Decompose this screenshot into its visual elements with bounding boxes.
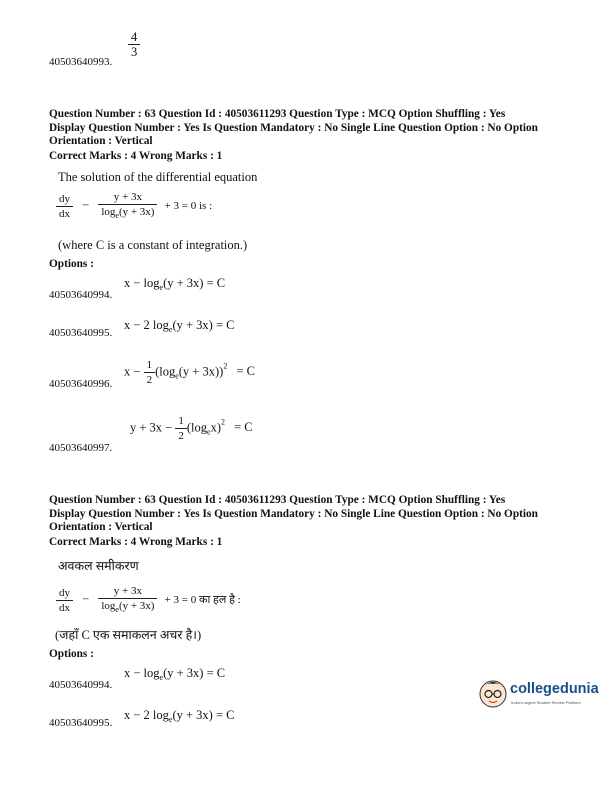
meta-line-1: Question Number : 63 Question Id : 40503611293 Question Type : MCQ Option Shuffling : Yes xyxy=(49,494,506,506)
meta-line-1: Question Number : 63 Question Id : 40503611293 Question Type : MCQ Option Shuffling : Yes xyxy=(49,108,506,120)
question-text: The solution of the differential equation xyxy=(58,170,258,184)
option-4-content[interactable]: y + 3x − $\frac{1}{2}$ $(\log_ex)^2 = C$ xyxy=(130,415,253,442)
option-1-content[interactable]: $x - \log_e(y + 3x) = C$ xyxy=(124,276,226,292)
option-3-id: 40503640996. xyxy=(49,378,113,390)
marks-line: Correct Marks : 4 Wrong Marks : 1 xyxy=(49,149,223,162)
logo-text: collegedunia xyxy=(510,681,599,697)
question-note-hindi: (जहाँ C एक समाकलन अचर है।) xyxy=(55,628,202,642)
top-fraction xyxy=(128,30,140,59)
option-2-id: 40503640995. xyxy=(49,327,113,339)
option-2-id-hindi: 40503640995. xyxy=(49,717,113,729)
meta-line-2: Display Question Number : Yes Is Question Mandatory : No Single Line Question Option : No Option xyxy=(49,507,538,520)
option-3-content[interactable]: x − $\frac{1}{2}$ $(\log_e(y + 3x))^2 = C$ xyxy=(124,359,255,386)
marks-line: Correct Marks : 4 Wrong Marks : 1 xyxy=(49,535,223,548)
option-1-id: 40503640994. xyxy=(49,289,113,301)
option-1-id-hindi: 40503640994. xyxy=(49,679,113,691)
collegedunia-logo xyxy=(477,674,597,714)
option-4-id: 40503640997. xyxy=(49,442,113,454)
question-meta-hindi xyxy=(49,494,589,549)
question-meta xyxy=(49,108,589,163)
option-id: 40503640993. xyxy=(49,56,113,68)
options-label: Options : xyxy=(49,258,94,270)
option-2-content[interactable]: x − 2 $\log_e(y + 3x) = C$ xyxy=(124,318,235,334)
options-label-hindi: Options : xyxy=(49,648,94,660)
question-note: (where C is a constant of integration.) xyxy=(58,238,248,252)
logo-tagline: India's largest Student Review Platform xyxy=(511,700,581,705)
question-text-hindi: अवकल समीकरण xyxy=(58,559,139,573)
option-1-content-hindi[interactable]: $x - \log_e(y + 3x) = C$ xyxy=(124,666,226,682)
question-equation-hindi: $\frac{dy}{dx}$ − $\frac{y + 3x}{\log_e(y + 3x)}$ + 3 = 0 का हल है : xyxy=(56,584,241,617)
meta-line-3: Orientation : Vertical xyxy=(49,135,153,148)
meta-line-3: Orientation : Vertical xyxy=(49,521,153,534)
question-equation: $\frac{dy}{dx}$ − $\frac{y + 3x}{\log_e(y + 3x)}$ + 3 = 0 is : xyxy=(56,190,212,223)
top-fraction-den: 3 xyxy=(131,45,138,59)
top-fraction-num: 4 xyxy=(128,30,140,45)
option-2-content-hindi[interactable]: x − 2 $\log_e(y + 3x) = C$ xyxy=(124,708,235,724)
meta-line-2: Display Question Number : Yes Is Question Mandatory : No Single Line Question Option : No Option xyxy=(49,121,538,134)
